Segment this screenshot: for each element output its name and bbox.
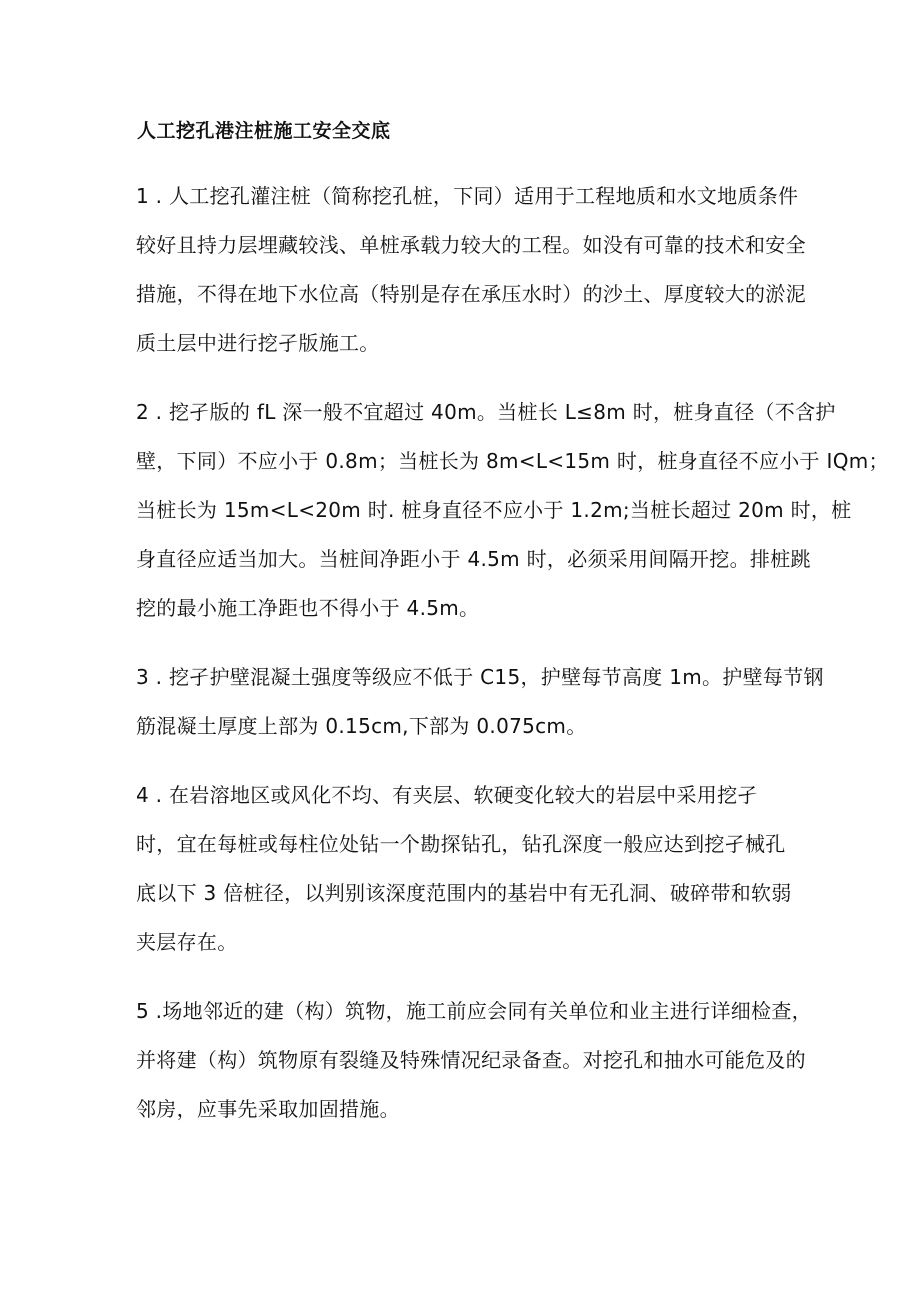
paragraph-line: 质土层中进行挖孑版施工。 — [136, 331, 380, 355]
paragraph-line: 3 . 挖孑护壁混凝土强度等级应不低于 C15，护壁每节高度 1m。护壁每节钢 — [136, 665, 824, 689]
paragraph-line: 挖的最小施工净距也不得小于 4.5m。 — [136, 596, 480, 620]
paragraph-line: 1 . 人工挖孔灌注桩（简称挖孔桩，下同）适用于工程地质和水文地质条件 — [136, 184, 799, 208]
document-title: 人工挖孔港注桩施工安全交底 — [137, 120, 391, 142]
paragraph-line: 时，宜在每桩或每柱位处钻一个勘探钻孔，钻孔深度一般应达到挖孑械孔 — [136, 832, 786, 856]
paragraph-line: 邻房，应事先采取加固措施。 — [136, 1097, 400, 1121]
paragraph-line: 壁，下同）不应小于 0.8m；当桩长为 8m<L<15m 时，桩身直径不应小于 IQm； — [136, 449, 889, 473]
paragraph-line: 4 . 在岩溶地区或风化不均、有夹层、软硬变化较大的岩层中采用挖孑 — [136, 783, 758, 807]
paragraph-line: 夹层存在。 — [136, 930, 238, 954]
paragraph-line: 措施，不得在地下水位高（特别是存在承压水时）的沙土、厚度较大的淤泥 — [136, 282, 806, 306]
paragraph-line: 较好且持力层埋藏较浅、单桩承载力较大的工程。如没有可靠的技术和安全 — [136, 233, 806, 257]
paragraph-line: 5 .场地邻近的建（构）筑物，施工前应会同有关单位和业主进行详细检查， — [136, 999, 812, 1023]
paragraph-line: 筋混凝土厚度上部为 0.15cm,下部为 0.075cm。 — [136, 714, 587, 738]
paragraph-line: 当桩长为 15m<L<20m 时. 桩身直径不应小于 1.2m;当桩长超过 20m 时，桩 — [136, 498, 852, 522]
paragraph-line: 并将建（构）筑物原有裂缝及特殊情况纪录备查。对挖孔和抽水可能危及的 — [136, 1048, 806, 1072]
paragraph-line: 身直径应适当加大。当桩间净距小于 4.5m 时，必须采用间隔开挖。排桩跳 — [136, 547, 811, 571]
paragraph-line: 2 . 挖孑版的 fL 深一般不宜超过 40m。当桩长 L≤8m 时，桩身直径（不含护 — [136, 400, 836, 424]
paragraph-line: 底以下 3 倍桩径，以判别该深度范围内的基岩中有无孔洞、破碎带和软弱 — [136, 881, 792, 905]
